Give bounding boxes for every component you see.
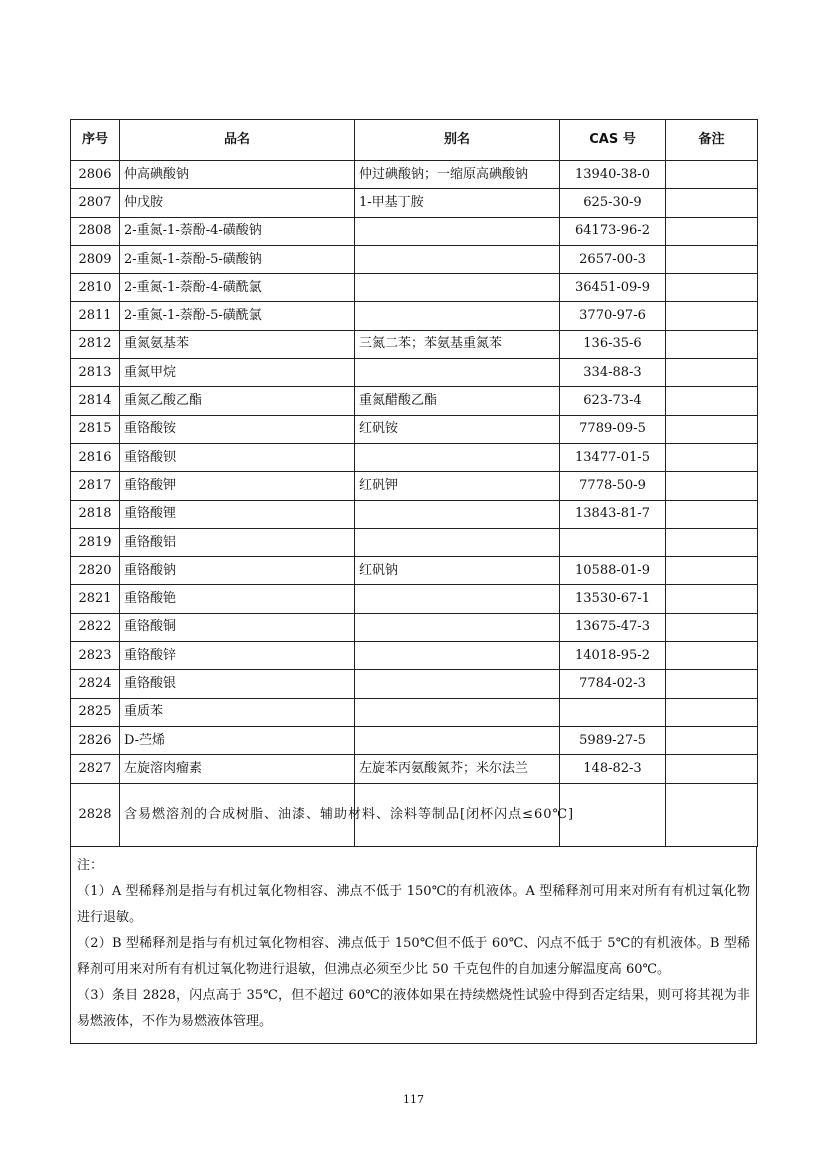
row-note [666, 726, 758, 754]
row-serial: 2823 [71, 642, 120, 670]
row-note [666, 528, 758, 556]
row-note [666, 472, 758, 500]
document-sheet [70, 119, 757, 1044]
row-note [666, 387, 758, 415]
row-alias [355, 726, 560, 754]
row-alias [355, 443, 560, 471]
row-note [666, 189, 758, 217]
table-row [71, 585, 758, 613]
row-cas: 148-82-3 [560, 755, 666, 783]
row-name: 左旋溶肉瘤素 [120, 755, 355, 783]
table-row [71, 161, 758, 189]
row-cas: 623-73-4 [560, 387, 666, 415]
row-alias [355, 359, 560, 387]
header-note: 备注 [666, 120, 758, 161]
row-name: 仲戊胺 [120, 189, 355, 217]
row-alias [355, 528, 560, 556]
row-alias [355, 670, 560, 698]
header-cas: CAS 号 [560, 120, 666, 161]
row-cas: 14018-95-2 [560, 642, 666, 670]
table-row [71, 217, 758, 245]
row-alias [355, 500, 560, 528]
row-serial: 2812 [71, 330, 120, 358]
table-row [71, 443, 758, 471]
row-cas: 5989-27-5 [560, 726, 666, 754]
row-alias [355, 642, 560, 670]
row-serial: 2807 [71, 189, 120, 217]
row-cas: 10588-01-9 [560, 557, 666, 585]
row-name: 重铬酸银 [120, 670, 355, 698]
row-alias: 三氮二苯；苯氨基重氮苯 [355, 330, 560, 358]
row-alias: 仲过碘酸钠；一缩原高碘酸钠 [355, 161, 560, 189]
row-note [666, 613, 758, 641]
row-serial: 2813 [71, 359, 120, 387]
row-alias: 1-甲基丁胺 [355, 189, 560, 217]
row-name: 重铬酸铯 [120, 585, 355, 613]
row-alias: 红矾铵 [355, 415, 560, 443]
row-alias: 重氮醋酸乙酯 [355, 387, 560, 415]
table-row [71, 359, 758, 387]
note-item-3: （3）条目 2828，闪点高于 35℃，但不超过 60℃的液体如果在持续燃烧性试验中得到否定结果，则可将其视为非易燃液体，不作为易燃液体管理。 [77, 987, 750, 1029]
row-note [666, 783, 758, 846]
row-name: 含易燃溶剂的合成树脂、油漆、辅助材料、涂料等制品[闭杯闪点≤60℃] [120, 783, 355, 846]
row-alias: 红矾钾 [355, 472, 560, 500]
row-note [666, 443, 758, 471]
notes-label: 注： [77, 857, 104, 873]
row-name: 重铬酸钡 [120, 443, 355, 471]
table-row [71, 613, 758, 641]
row-serial: 2817 [71, 472, 120, 500]
row-name: 重铬酸钾 [120, 472, 355, 500]
header-name: 品名 [120, 120, 355, 161]
table-row [71, 302, 758, 330]
row-serial: 2821 [71, 585, 120, 613]
row-cas: 13530-67-1 [560, 585, 666, 613]
row-note [666, 585, 758, 613]
row-cas: 334-88-3 [560, 359, 666, 387]
row-cas: 625-30-9 [560, 189, 666, 217]
row-note [666, 274, 758, 302]
row-name: 重铬酸锂 [120, 500, 355, 528]
row-serial: 2828 [71, 783, 120, 846]
row-serial: 2822 [71, 613, 120, 641]
row-alias: 左旋苯丙氨酸氮芥；米尔法兰 [355, 755, 560, 783]
row-note [666, 217, 758, 245]
row-name: 重铬酸铵 [120, 415, 355, 443]
table-row [71, 500, 758, 528]
row-name: 重氮氨基苯 [120, 330, 355, 358]
table-row [71, 274, 758, 302]
table-row [71, 698, 758, 726]
row-note [666, 415, 758, 443]
row-cas: 7789-09-5 [560, 415, 666, 443]
row-cas [560, 783, 666, 846]
row-serial: 2811 [71, 302, 120, 330]
row-serial: 2814 [71, 387, 120, 415]
row-name: 2-重氮-1-萘酚-4-磺酰氯 [120, 274, 355, 302]
row-serial: 2808 [71, 217, 120, 245]
header-alias: 别名 [355, 120, 560, 161]
row-name: 重铬酸铝 [120, 528, 355, 556]
table-row [71, 755, 758, 783]
note-item-2: （2）B 型稀释剂是指与有机过氧化物相容、沸点低于 150℃但不低于 60℃、闪点不低于 5℃的有机液体。B 型稀释剂可用来对所有有机过氧化物进行退敏，但沸点必须至少比 50 千克包件的自加速分解温度高 60℃。 [77, 935, 750, 977]
row-serial: 2810 [71, 274, 120, 302]
chemical-table [70, 119, 758, 847]
row-name: 重氮乙酸乙酯 [120, 387, 355, 415]
row-cas: 13940-38-0 [560, 161, 666, 189]
row-alias [355, 613, 560, 641]
row-serial: 2827 [71, 755, 120, 783]
row-serial: 2824 [71, 670, 120, 698]
row-name: 重铬酸锌 [120, 642, 355, 670]
row-note [666, 557, 758, 585]
page-number: 117 [403, 1093, 424, 1106]
row-name: 重氮甲烷 [120, 359, 355, 387]
table-header-row [71, 120, 758, 161]
notes-section [70, 847, 757, 1044]
table-row [71, 387, 758, 415]
row-note [666, 161, 758, 189]
row-note [666, 245, 758, 273]
row-note [666, 359, 758, 387]
table-row [71, 415, 758, 443]
row-alias [355, 302, 560, 330]
row-name: 2-重氮-1-萘酚-4-磺酸钠 [120, 217, 355, 245]
table-row [71, 670, 758, 698]
row-cas [560, 698, 666, 726]
row-cas: 64173-96-2 [560, 217, 666, 245]
row-cas: 13477-01-5 [560, 443, 666, 471]
row-serial: 2809 [71, 245, 120, 273]
row-cas: 7778-50-9 [560, 472, 666, 500]
table-row [71, 783, 758, 846]
row-serial: 2820 [71, 557, 120, 585]
row-serial: 2826 [71, 726, 120, 754]
row-note [666, 670, 758, 698]
row-cas: 13843-81-7 [560, 500, 666, 528]
table-row [71, 528, 758, 556]
table-row [71, 330, 758, 358]
row-note [666, 698, 758, 726]
row-name: 2-重氮-1-萘酚-5-磺酰氯 [120, 302, 355, 330]
row-serial: 2825 [71, 698, 120, 726]
row-name: 重铬酸钠 [120, 557, 355, 585]
row-cas [560, 528, 666, 556]
row-name: 重质苯 [120, 698, 355, 726]
row-note [666, 500, 758, 528]
header-serial: 序号 [71, 120, 120, 161]
row-cas: 13675-47-3 [560, 613, 666, 641]
row-serial: 2819 [71, 528, 120, 556]
table-row [71, 726, 758, 754]
row-alias [355, 585, 560, 613]
table-row [71, 189, 758, 217]
row-alias [355, 245, 560, 273]
row-serial: 2806 [71, 161, 120, 189]
row-name: 仲高碘酸钠 [120, 161, 355, 189]
row-alias [355, 698, 560, 726]
row-serial: 2816 [71, 443, 120, 471]
row-name: 2-重氮-1-萘酚-5-磺酸钠 [120, 245, 355, 273]
row-cas: 7784-02-3 [560, 670, 666, 698]
row-note [666, 330, 758, 358]
row-serial: 2818 [71, 500, 120, 528]
note-item-1: （1）A 型稀释剂是指与有机过氧化物相容、沸点不低于 150℃的有机液体。A 型稀释剂可用来对所有有机过氧化物进行退敏。 [77, 883, 750, 925]
row-note [666, 755, 758, 783]
row-alias: 红矾钠 [355, 557, 560, 585]
table-row [71, 642, 758, 670]
row-alias [355, 217, 560, 245]
table-row [71, 245, 758, 273]
row-name: 重铬酸铜 [120, 613, 355, 641]
table-row [71, 557, 758, 585]
row-name: D-苎烯 [120, 726, 355, 754]
row-cas: 3770-97-6 [560, 302, 666, 330]
row-cas: 136-35-6 [560, 330, 666, 358]
row-note [666, 302, 758, 330]
table-row [71, 472, 758, 500]
row-cas: 2657-00-3 [560, 245, 666, 273]
row-cas: 36451-09-9 [560, 274, 666, 302]
row-alias [355, 274, 560, 302]
row-serial: 2815 [71, 415, 120, 443]
row-note [666, 642, 758, 670]
